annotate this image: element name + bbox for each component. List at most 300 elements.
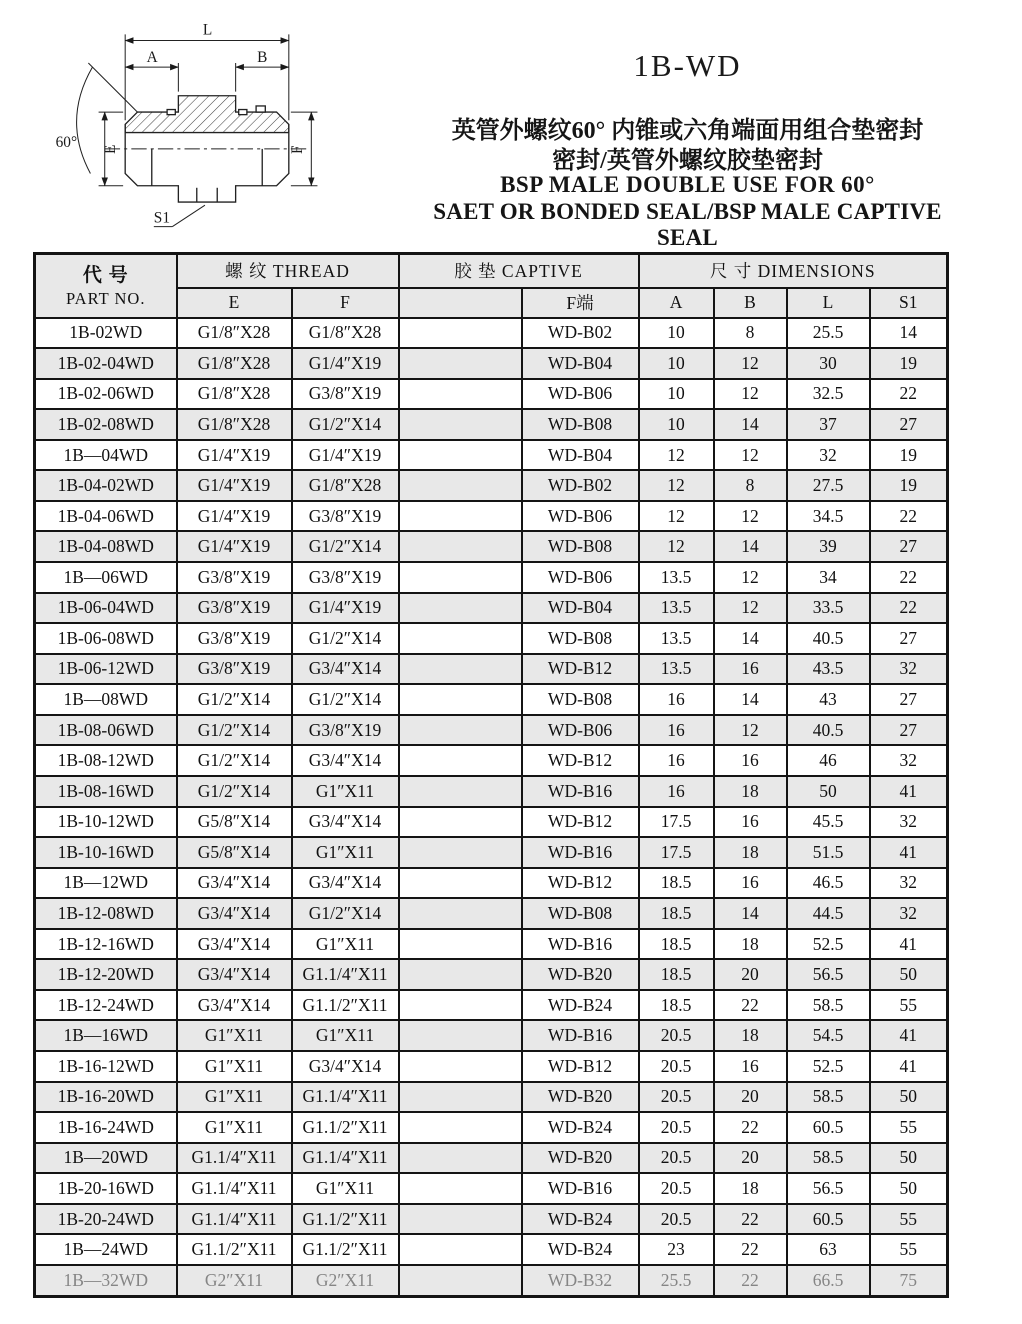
table-cell bbox=[399, 1173, 522, 1204]
table-cell: G3/8″X19 bbox=[292, 379, 399, 410]
table-row bbox=[35, 654, 948, 685]
table-cell: 46 bbox=[787, 745, 870, 776]
table-cell: 13.5 bbox=[639, 654, 714, 685]
table-cell: G1″X11 bbox=[177, 1020, 292, 1051]
table-cell: 18.5 bbox=[639, 929, 714, 960]
table-cell: 1B-16-20WD bbox=[35, 1082, 177, 1113]
table-cell: 1B-20-16WD bbox=[35, 1173, 177, 1204]
table-row bbox=[35, 440, 948, 471]
table-cell: WD-B12 bbox=[522, 745, 639, 776]
table-cell bbox=[399, 379, 522, 410]
table-cell bbox=[399, 318, 522, 349]
table-cell bbox=[399, 1082, 522, 1113]
table-cell: 40.5 bbox=[787, 715, 870, 746]
table-cell: 43.5 bbox=[787, 654, 870, 685]
table-cell: WD-B12 bbox=[522, 807, 639, 838]
table-cell: G1/8″X28 bbox=[177, 379, 292, 410]
table-cell bbox=[399, 501, 522, 532]
table-cell: 20.5 bbox=[639, 1173, 714, 1204]
table-cell: 13.5 bbox=[639, 562, 714, 593]
table-cell: 32 bbox=[870, 807, 948, 838]
table-cell: 18 bbox=[714, 776, 787, 807]
table-cell: 1B—16WD bbox=[35, 1020, 177, 1051]
table-cell: 16 bbox=[714, 1051, 787, 1082]
table-cell: 13.5 bbox=[639, 623, 714, 654]
table-cell: 32 bbox=[870, 745, 948, 776]
table-cell: 1B-12-20WD bbox=[35, 959, 177, 990]
table-cell: 18 bbox=[714, 1173, 787, 1204]
table-cell: WD-B08 bbox=[522, 684, 639, 715]
table-cell bbox=[399, 745, 522, 776]
fitting-outline bbox=[125, 124, 289, 202]
table-cell bbox=[399, 898, 522, 929]
header-part-no-en: PART NO. bbox=[66, 288, 146, 308]
table-cell: WD-B24 bbox=[522, 1234, 639, 1265]
table-cell: 34 bbox=[787, 562, 870, 593]
table-cell: 27.5 bbox=[787, 470, 870, 501]
table-cell: 12 bbox=[639, 470, 714, 501]
table-cell: 10 bbox=[639, 379, 714, 410]
table-cell bbox=[399, 990, 522, 1021]
description-cn-line2: 密封/英管外螺纹胶垫密封 bbox=[552, 148, 823, 174]
table-cell: 32 bbox=[870, 654, 948, 685]
table-cell: G3/4″X14 bbox=[292, 807, 399, 838]
table-cell: 22 bbox=[714, 990, 787, 1021]
table-cell bbox=[399, 929, 522, 960]
table-cell: G1/4″X19 bbox=[177, 440, 292, 471]
table-cell: 1B-02-06WD bbox=[35, 379, 177, 410]
table-cell: WD-B02 bbox=[522, 470, 639, 501]
table-cell: 19 bbox=[870, 470, 948, 501]
header-part-no-cn: 代 号 bbox=[82, 265, 129, 287]
table-cell: 1B-06-04WD bbox=[35, 593, 177, 624]
table-cell: G1/4″X19 bbox=[177, 470, 292, 501]
table-cell: 50 bbox=[870, 959, 948, 990]
table-cell: G1/2″X14 bbox=[292, 623, 399, 654]
table-cell: 1B-02WD bbox=[35, 318, 177, 349]
table-cell bbox=[399, 440, 522, 471]
table-cell bbox=[399, 593, 522, 624]
table-cell bbox=[399, 837, 522, 868]
table-cell: 50 bbox=[870, 1082, 948, 1113]
table-cell: 20.5 bbox=[639, 1051, 714, 1082]
table-row bbox=[35, 898, 948, 929]
table-cell: WD-B24 bbox=[522, 1112, 639, 1143]
table-cell: G1/4″X19 bbox=[292, 593, 399, 624]
table-cell bbox=[399, 959, 522, 990]
table-cell: G1/2″X14 bbox=[292, 898, 399, 929]
table-cell bbox=[399, 409, 522, 440]
table-cell: 33.5 bbox=[787, 593, 870, 624]
table-cell: WD-B16 bbox=[522, 1020, 639, 1051]
table-cell bbox=[399, 1265, 522, 1297]
table-cell bbox=[399, 868, 522, 899]
table-cell: 12 bbox=[639, 531, 714, 562]
table-cell: G1/2″X14 bbox=[292, 684, 399, 715]
table-cell: 1B-02-04WD bbox=[35, 348, 177, 379]
table-cell: WD-B08 bbox=[522, 531, 639, 562]
table-cell: 1B-10-16WD bbox=[35, 837, 177, 868]
table-cell: 12 bbox=[714, 348, 787, 379]
table-cell: G1″X11 bbox=[292, 1173, 399, 1204]
table-row bbox=[35, 684, 948, 715]
table-cell: 32.5 bbox=[787, 379, 870, 410]
table-cell: 32 bbox=[787, 440, 870, 471]
table-cell: WD-B04 bbox=[522, 348, 639, 379]
table-cell: 16 bbox=[639, 776, 714, 807]
table-cell: 60.5 bbox=[787, 1204, 870, 1235]
table-cell bbox=[399, 715, 522, 746]
table-cell: 1B—06WD bbox=[35, 562, 177, 593]
table-cell: 37 bbox=[787, 409, 870, 440]
table-cell: 51.5 bbox=[787, 837, 870, 868]
table-cell: 75 bbox=[870, 1265, 948, 1297]
table-cell: 34.5 bbox=[787, 501, 870, 532]
table-cell: 44.5 bbox=[787, 898, 870, 929]
table-cell: 58.5 bbox=[787, 990, 870, 1021]
table-cell: G5/8″X14 bbox=[177, 807, 292, 838]
table-cell: WD-B06 bbox=[522, 501, 639, 532]
table-cell: G1/8″X28 bbox=[177, 348, 292, 379]
table-row bbox=[35, 1051, 948, 1082]
table-cell: WD-B24 bbox=[522, 1204, 639, 1235]
table-row bbox=[35, 501, 948, 532]
table-cell: 10 bbox=[639, 409, 714, 440]
table-cell: G1.1/2″X11 bbox=[177, 1234, 292, 1265]
table-cell: G1″X11 bbox=[292, 1020, 399, 1051]
table-cell: WD-B20 bbox=[522, 959, 639, 990]
table-cell bbox=[399, 562, 522, 593]
table-cell: G3/8″X19 bbox=[292, 501, 399, 532]
table-cell: 22 bbox=[714, 1265, 787, 1297]
table-cell: G1″X11 bbox=[292, 929, 399, 960]
table-cell: G1/4″X19 bbox=[292, 348, 399, 379]
table-cell: 22 bbox=[870, 593, 948, 624]
table-cell: WD-B08 bbox=[522, 623, 639, 654]
header-col-captive-blank bbox=[399, 288, 522, 318]
table-cell: G3/4″X14 bbox=[292, 868, 399, 899]
table-row bbox=[35, 1173, 948, 1204]
table-cell: 1B-04-06WD bbox=[35, 501, 177, 532]
table-row bbox=[35, 531, 948, 562]
table-cell: WD-B16 bbox=[522, 929, 639, 960]
table-cell: G1/8″X28 bbox=[177, 318, 292, 349]
table-cell: 12 bbox=[639, 501, 714, 532]
table-cell bbox=[399, 531, 522, 562]
table-cell bbox=[399, 1204, 522, 1235]
table-cell: WD-B12 bbox=[522, 868, 639, 899]
table-cell: 1B—12WD bbox=[35, 868, 177, 899]
table-cell: 55 bbox=[870, 1204, 948, 1235]
table-cell: 22 bbox=[870, 562, 948, 593]
dim-label-s1: S1 bbox=[153, 209, 171, 227]
table-cell: WD-B06 bbox=[522, 379, 639, 410]
table-cell: 25.5 bbox=[787, 318, 870, 349]
table-cell: WD-B12 bbox=[522, 654, 639, 685]
table-cell bbox=[399, 1051, 522, 1082]
header-col-f: F bbox=[292, 288, 399, 318]
table-cell: G3/4″X14 bbox=[292, 654, 399, 685]
table-cell: 14 bbox=[714, 684, 787, 715]
table-cell: 1B—04WD bbox=[35, 440, 177, 471]
table-cell: 1B-10-12WD bbox=[35, 807, 177, 838]
table-cell: G3/4″X14 bbox=[177, 898, 292, 929]
table-cell: G1.1/2″X11 bbox=[292, 1112, 399, 1143]
table-cell: 8 bbox=[714, 318, 787, 349]
table-cell: G2″X11 bbox=[177, 1265, 292, 1297]
table-cell bbox=[399, 1020, 522, 1051]
table-row bbox=[35, 745, 948, 776]
header-col-b: B bbox=[714, 288, 787, 318]
table-row bbox=[35, 929, 948, 960]
table-cell: G1/8″X28 bbox=[177, 409, 292, 440]
table-cell: WD-B02 bbox=[522, 318, 639, 349]
table-cell: 14 bbox=[714, 623, 787, 654]
table-cell bbox=[399, 1143, 522, 1174]
table-row bbox=[35, 379, 948, 410]
table-row bbox=[35, 1143, 948, 1174]
table-cell: 1B-12-16WD bbox=[35, 929, 177, 960]
table-cell: 25.5 bbox=[639, 1265, 714, 1297]
table-cell: G1.1/2″X11 bbox=[292, 1234, 399, 1265]
table-cell: G1″X11 bbox=[177, 1051, 292, 1082]
table-cell bbox=[399, 654, 522, 685]
table-cell: 27 bbox=[870, 715, 948, 746]
table-row bbox=[35, 593, 948, 624]
table-cell: 22 bbox=[714, 1204, 787, 1235]
header-thread: 螺 纹 THREAD bbox=[177, 254, 399, 288]
table-cell: 58.5 bbox=[787, 1143, 870, 1174]
table-cell: G1.1/4″X11 bbox=[292, 1082, 399, 1113]
table-cell: WD-B16 bbox=[522, 837, 639, 868]
table-cell: WD-B16 bbox=[522, 776, 639, 807]
table-cell: 23 bbox=[639, 1234, 714, 1265]
description-en-line1: BSP MALE DOUBLE USE FOR 60° bbox=[500, 172, 875, 197]
table-cell: G1/4″X19 bbox=[292, 440, 399, 471]
table-cell: G1/2″X14 bbox=[292, 531, 399, 562]
table-cell: 12 bbox=[714, 379, 787, 410]
dim-label-f: F bbox=[289, 145, 307, 155]
table-cell: 12 bbox=[714, 593, 787, 624]
table-cell: WD-B20 bbox=[522, 1082, 639, 1113]
table-cell: 39 bbox=[787, 531, 870, 562]
table-cell: 41 bbox=[870, 837, 948, 868]
table-cell: 12 bbox=[714, 501, 787, 532]
header-col-e: E bbox=[177, 288, 292, 318]
dim-label-l: L bbox=[202, 21, 213, 39]
table-cell: 32 bbox=[870, 868, 948, 899]
table-cell: G1/8″X28 bbox=[292, 318, 399, 349]
table-cell: 40.5 bbox=[787, 623, 870, 654]
table-cell bbox=[399, 684, 522, 715]
table-cell: G1.1/4″X11 bbox=[177, 1173, 292, 1204]
table-cell: 1B-04-08WD bbox=[35, 531, 177, 562]
header-col-s1: S1 bbox=[870, 288, 948, 318]
table-cell: 1B-12-24WD bbox=[35, 990, 177, 1021]
table-row bbox=[35, 776, 948, 807]
table-cell: 1B-08-16WD bbox=[35, 776, 177, 807]
table-cell: WD-B12 bbox=[522, 1051, 639, 1082]
table-cell: 18.5 bbox=[639, 990, 714, 1021]
table-cell: G1.1/4″X11 bbox=[177, 1204, 292, 1235]
table-cell: WD-B08 bbox=[522, 409, 639, 440]
table-row bbox=[35, 348, 948, 379]
table-cell: 1B-06-08WD bbox=[35, 623, 177, 654]
table-cell: 1B—20WD bbox=[35, 1143, 177, 1174]
table-cell: G1/4″X19 bbox=[177, 531, 292, 562]
table-cell: 22 bbox=[870, 501, 948, 532]
table-cell: G1.1/4″X11 bbox=[292, 1143, 399, 1174]
dim-label-a: A bbox=[146, 48, 158, 66]
table-cell: 18.5 bbox=[639, 959, 714, 990]
table-cell: G3/8″X19 bbox=[177, 654, 292, 685]
table-cell: 18.5 bbox=[639, 868, 714, 899]
table-cell: 20.5 bbox=[639, 1082, 714, 1113]
table-row bbox=[35, 1234, 948, 1265]
description-cn-line1: 英管外螺纹60° 内锥或六角端面用组合垫密封 bbox=[451, 118, 924, 144]
table-cell: G2″X11 bbox=[292, 1265, 399, 1297]
table-cell: 1B—24WD bbox=[35, 1234, 177, 1265]
table-cell bbox=[399, 807, 522, 838]
table-cell: G1″X11 bbox=[177, 1082, 292, 1113]
table-cell: 18 bbox=[714, 837, 787, 868]
table-cell: 16 bbox=[639, 715, 714, 746]
table-cell: 22 bbox=[714, 1112, 787, 1143]
table-cell: 14 bbox=[714, 898, 787, 929]
table-cell: 66.5 bbox=[787, 1265, 870, 1297]
table-cell: 16 bbox=[714, 654, 787, 685]
table-cell: 18 bbox=[714, 1020, 787, 1051]
table-cell: 63 bbox=[787, 1234, 870, 1265]
table-row bbox=[35, 1112, 948, 1143]
table-cell: 50 bbox=[870, 1143, 948, 1174]
header-captive: 胶 垫 CAPTIVE bbox=[399, 254, 639, 288]
table-cell: 27 bbox=[870, 684, 948, 715]
table-cell: 20 bbox=[714, 1143, 787, 1174]
table-cell: 19 bbox=[870, 440, 948, 471]
table-cell: G3/4″X14 bbox=[292, 1051, 399, 1082]
table-cell: 18 bbox=[714, 929, 787, 960]
table-cell: 20 bbox=[714, 959, 787, 990]
table-cell: 60.5 bbox=[787, 1112, 870, 1143]
table-cell: G3/8″X19 bbox=[177, 562, 292, 593]
table-cell: G1.1/2″X11 bbox=[292, 990, 399, 1021]
table-cell: 1B—08WD bbox=[35, 684, 177, 715]
header-dimensions: 尺 寸 DIMENSIONS bbox=[639, 254, 948, 288]
table-cell: 52.5 bbox=[787, 1051, 870, 1082]
table-cell: 1B-12-08WD bbox=[35, 898, 177, 929]
table-cell: 1B-06-12WD bbox=[35, 654, 177, 685]
table-cell: 12 bbox=[714, 562, 787, 593]
table-cell: 55 bbox=[870, 1112, 948, 1143]
table-row bbox=[35, 1082, 948, 1113]
model-number: 1B-WD bbox=[633, 48, 742, 83]
table-cell: WD-B06 bbox=[522, 562, 639, 593]
table-cell: 18.5 bbox=[639, 898, 714, 929]
table-row bbox=[35, 409, 948, 440]
table-row bbox=[35, 868, 948, 899]
table-cell: 14 bbox=[870, 318, 948, 349]
table-cell: 43 bbox=[787, 684, 870, 715]
table-cell bbox=[399, 1112, 522, 1143]
table-cell: 16 bbox=[714, 745, 787, 776]
table-cell bbox=[399, 776, 522, 807]
table-cell: 20.5 bbox=[639, 1143, 714, 1174]
table-cell: WD-B06 bbox=[522, 715, 639, 746]
table-cell: 1B—32WD bbox=[35, 1265, 177, 1297]
technical-drawing bbox=[52, 18, 362, 243]
table-cell: 1B-02-08WD bbox=[35, 409, 177, 440]
table-cell: 54.5 bbox=[787, 1020, 870, 1051]
table-cell: G3/8″X19 bbox=[292, 715, 399, 746]
table-cell: 45.5 bbox=[787, 807, 870, 838]
table-cell: 52.5 bbox=[787, 929, 870, 960]
table-cell: G3/8″X19 bbox=[177, 623, 292, 654]
table-cell: 20.5 bbox=[639, 1020, 714, 1051]
header-col-a: A bbox=[639, 288, 714, 318]
table-cell: G1.1/4″X11 bbox=[177, 1143, 292, 1174]
table-row bbox=[35, 807, 948, 838]
table-cell: 1B-08-06WD bbox=[35, 715, 177, 746]
table-row bbox=[35, 1265, 948, 1297]
table-cell: 14 bbox=[714, 409, 787, 440]
table-cell: G5/8″X14 bbox=[177, 837, 292, 868]
table-cell: G3/4″X14 bbox=[177, 868, 292, 899]
angle-label: 60° bbox=[55, 133, 78, 151]
table-cell: 20.5 bbox=[639, 1204, 714, 1235]
table-cell: G1/8″X28 bbox=[292, 470, 399, 501]
table-cell: 13.5 bbox=[639, 593, 714, 624]
table-cell: G1.1/4″X11 bbox=[292, 959, 399, 990]
table-cell: 1B-08-12WD bbox=[35, 745, 177, 776]
table-cell: 17.5 bbox=[639, 807, 714, 838]
table-cell: WD-B20 bbox=[522, 1143, 639, 1174]
table-row bbox=[35, 837, 948, 868]
table-cell: 16 bbox=[714, 868, 787, 899]
table-cell: WD-B32 bbox=[522, 1265, 639, 1297]
table-cell: 8 bbox=[714, 470, 787, 501]
description-en-line2: SAET OR BONDED SEAL/BSP MALE CAPTIVE SEAL bbox=[433, 199, 942, 250]
table-cell: 10 bbox=[639, 318, 714, 349]
table-cell bbox=[399, 470, 522, 501]
table-cell: G3/8″X19 bbox=[292, 562, 399, 593]
table-row bbox=[35, 318, 948, 349]
table-row bbox=[35, 470, 948, 501]
table-cell: 41 bbox=[870, 929, 948, 960]
table-cell: 12 bbox=[714, 715, 787, 746]
table-cell: 10 bbox=[639, 348, 714, 379]
fitting-diagram bbox=[52, 18, 362, 243]
table-row bbox=[35, 1204, 948, 1235]
dim-label-b: B bbox=[257, 48, 268, 66]
table-cell: 41 bbox=[870, 1051, 948, 1082]
table-cell: 22 bbox=[870, 379, 948, 410]
table-cell: G1/2″X14 bbox=[177, 684, 292, 715]
table-cell: 30 bbox=[787, 348, 870, 379]
table-cell: 12 bbox=[714, 440, 787, 471]
table-cell: G3/4″X14 bbox=[292, 745, 399, 776]
table-row bbox=[35, 990, 948, 1021]
table-cell: G3/4″X14 bbox=[177, 929, 292, 960]
table-cell: G1″X11 bbox=[292, 837, 399, 868]
fitting-section bbox=[125, 96, 289, 133]
header-part-no bbox=[35, 254, 177, 318]
table-cell: G1/4″X19 bbox=[177, 501, 292, 532]
table-cell: 46.5 bbox=[787, 868, 870, 899]
spec-table bbox=[33, 252, 949, 1298]
table-cell: 58.5 bbox=[787, 1082, 870, 1113]
table-cell: 12 bbox=[639, 440, 714, 471]
